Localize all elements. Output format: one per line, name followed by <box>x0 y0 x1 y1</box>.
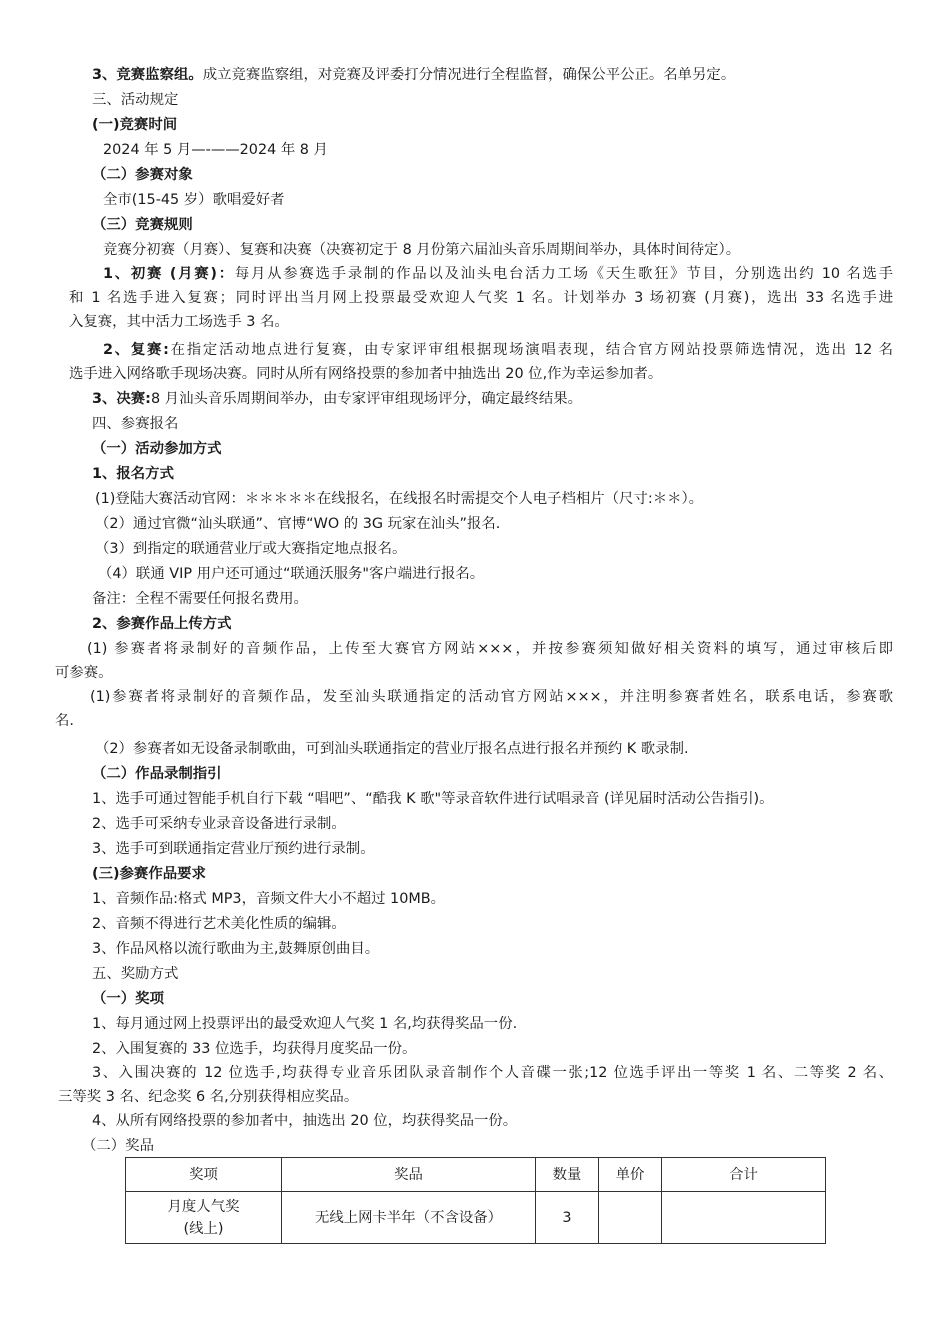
header-quantity: 数量 <box>536 1158 599 1192</box>
body-text: (1) 参赛者将录制好的音频作品，上传至大赛官方网站×××，并按参赛须知做好相关资料的填写，通过审核后即 <box>87 641 893 657</box>
body-text: 四、参赛报名 <box>92 416 179 432</box>
cell-prize: 无线上网卡半年（不含设备） <box>282 1192 536 1244</box>
body-text: 2、音频不得进行艺术美化性质的编辑。 <box>92 916 346 932</box>
body-text: 五、奖励方式 <box>92 966 179 982</box>
text-line <box>92 415 178 434</box>
text-line <box>55 712 74 731</box>
bold-heading-text: （二）参赛对象 <box>92 167 193 183</box>
body-text: 2、入围复赛的 33 位选手，均获得月度奖品一份。 <box>92 1041 417 1057</box>
body-text: 和 1 名选手进入复赛；同时评出当月网上投票最受欢迎人气奖 1 名。计划举办 3 场初赛 (月赛)，选出 33 名选手进 <box>69 290 893 306</box>
body-text: 成立竞赛监察组，对竞赛及评委打分情况进行全程监督，确保公平公正。名单另定。 <box>202 67 736 83</box>
body-text: 2、选手可采纳专业录音设备进行录制。 <box>92 816 346 832</box>
body-text: 入复赛，其中活力工场选手 3 名。 <box>69 314 289 330</box>
body-text: （3）到指定的联通营业厅或大赛指定地点报名。 <box>95 541 407 557</box>
body-text: 可参赛。 <box>55 665 113 681</box>
cell-total <box>662 1192 826 1244</box>
text-line <box>103 241 740 260</box>
text-line <box>92 615 232 634</box>
text-line <box>103 141 328 160</box>
body-text: 在指定活动地点进行复赛，由专家评审组根据现场演唱表现，结合官方网站投票筛选情况，选出 12 名 <box>168 342 893 358</box>
text-line <box>92 1040 416 1059</box>
bold-heading-text: （三）竞赛规则 <box>92 217 193 233</box>
text-line <box>69 313 289 332</box>
body-text: 三、活动规定 <box>92 92 179 108</box>
body-text: 3、选手可到联通指定营业厅预约进行录制。 <box>92 841 375 857</box>
text-line <box>69 289 893 308</box>
text-line <box>92 166 193 185</box>
bold-heading-text: （二）作品录制指引 <box>92 766 222 782</box>
body-text: 备注：全程不需要任何报名费用。 <box>92 591 308 607</box>
body-text: 1、选手可通过智能手机自行下载 “唱吧”、“酷我 K 歌"等录音软件进行试唱录音 (详见届时活动公告指引)。 <box>92 791 774 807</box>
text-line <box>92 840 375 859</box>
body-text: 8 月汕头音乐周期间举办，由专家评审组现场评分，确定最终结果。 <box>150 391 583 407</box>
body-text: 3、作品风格以流行歌曲为主,鼓舞原创曲目。 <box>92 941 380 957</box>
award-channel: (线上) <box>183 1220 224 1237</box>
bold-heading-text: 2、复赛: <box>103 342 169 358</box>
text-line <box>103 265 893 284</box>
text-line <box>95 740 689 759</box>
text-line <box>90 688 893 707</box>
text-line <box>92 1015 517 1034</box>
body-text: 选手进入网络歌手现场决赛。同时从所有网络投票的参加者中抽选出 20 位,作为幸运参加者。 <box>69 366 663 382</box>
body-text: 竞赛分初赛（月赛）、复赛和决赛（决赛初定于 8 月份第六届汕头音乐周期间举办，具体时间待定）。 <box>103 242 741 258</box>
header-total: 合计 <box>662 1158 826 1192</box>
text-line <box>82 1137 154 1156</box>
text-line <box>92 1064 893 1083</box>
table-row <box>126 1192 826 1244</box>
body-text: 1、音频作品:格式 MP3，音频文件大小不超过 10MB。 <box>92 891 446 907</box>
cell-unit-price <box>599 1192 662 1244</box>
text-line <box>87 640 893 659</box>
body-text: 1、每月通过网上投票评出的最受欢迎人气奖 1 名,均获得奖品一份. <box>92 1016 518 1032</box>
text-line <box>92 965 178 984</box>
award-name: 月度人气奖 <box>167 1198 240 1215</box>
text-line <box>58 1088 358 1107</box>
cell-award <box>126 1192 282 1244</box>
text-line <box>95 515 500 534</box>
text-line <box>92 1112 517 1131</box>
text-line <box>92 116 177 135</box>
text-line <box>92 465 174 484</box>
text-line <box>92 66 735 85</box>
bold-heading-text: 1、初赛 (月赛)： <box>103 266 235 282</box>
text-line <box>92 815 346 834</box>
text-line <box>92 865 206 884</box>
text-line <box>95 540 406 559</box>
text-line <box>55 664 113 683</box>
text-line <box>103 191 285 210</box>
text-line <box>95 490 703 509</box>
text-line <box>92 790 774 809</box>
text-line <box>92 940 379 959</box>
bold-heading-text: 3、决赛: <box>92 391 151 407</box>
header-unit-price: 单价 <box>599 1158 662 1192</box>
text-line <box>92 915 346 934</box>
bold-heading-text: (三)参赛作品要求 <box>92 866 206 882</box>
text-line <box>92 890 445 909</box>
body-text: （2）通过官微“汕头联通”、官博“WO 的 3G 玩家在汕头”报名. <box>95 516 501 532</box>
body-text: 4、从所有网络投票的参加者中，抽选出 20 位，均获得奖品一份。 <box>92 1113 518 1129</box>
bold-heading-text: (一)竞赛时间 <box>92 117 178 133</box>
body-text: 三等奖 3 名、纪念奖 6 名,分别获得相应奖品。 <box>58 1089 359 1105</box>
text-line <box>92 216 193 235</box>
body-text: 全市(15-45 岁）歌唱爱好者 <box>103 192 285 208</box>
text-line <box>103 341 893 360</box>
bold-heading-text: 2、参赛作品上传方式 <box>92 616 232 632</box>
table-header-row <box>126 1158 826 1192</box>
body-text: （二）奖品 <box>82 1138 154 1154</box>
text-line <box>92 990 164 1009</box>
bold-heading-text: 3、竞赛监察组。 <box>92 67 203 83</box>
body-text: 名. <box>55 713 74 729</box>
text-line <box>92 390 582 409</box>
body-text: 每月从参赛选手录制的作品以及汕头电台活力工场《天生歌狂》节目，分别选出约 10 名选手 <box>234 266 893 282</box>
body-text: （4）联通 VIP 用户还可通过“联通沃服务"客户端进行报名。 <box>98 566 485 582</box>
body-text: (1)参赛者将录制好的音频作品，发至汕头联通指定的活动官方网站×××，并注明参赛者姓名，联系电话，参赛歌 <box>90 689 893 705</box>
body-text: 3、入围决赛的 12 位选手,均获得专业音乐团队录音制作个人音碟一张;12 位选手评出一等奖 1 名、二等奖 2 名、 <box>92 1065 893 1081</box>
text-line <box>92 590 308 609</box>
header-prize: 奖品 <box>282 1158 536 1192</box>
text-line <box>92 91 178 110</box>
body-text: 2024 年 5 月—-——2024 年 8 月 <box>103 142 328 158</box>
text-line <box>98 565 484 584</box>
text-line <box>92 440 222 459</box>
prize-table <box>125 1157 826 1244</box>
header-award: 奖项 <box>126 1158 282 1192</box>
bold-heading-text: （一）活动参加方式 <box>92 441 222 457</box>
body-text: （2）参赛者如无设备录制歌曲，可到汕头联通指定的营业厅报名点进行报名并预约 K 歌录制. <box>95 741 689 757</box>
bold-heading-text: （一）奖项 <box>92 991 164 1007</box>
body-text: (1)登陆大赛活动官网：＊＊＊＊＊在线报名，在线报名时需提交个人电子档相片（尺寸:＊＊）。 <box>95 491 704 507</box>
cell-quantity: 3 <box>536 1192 599 1244</box>
bold-heading-text: 1、报名方式 <box>92 466 174 482</box>
text-line <box>92 765 222 784</box>
text-line <box>69 365 662 384</box>
